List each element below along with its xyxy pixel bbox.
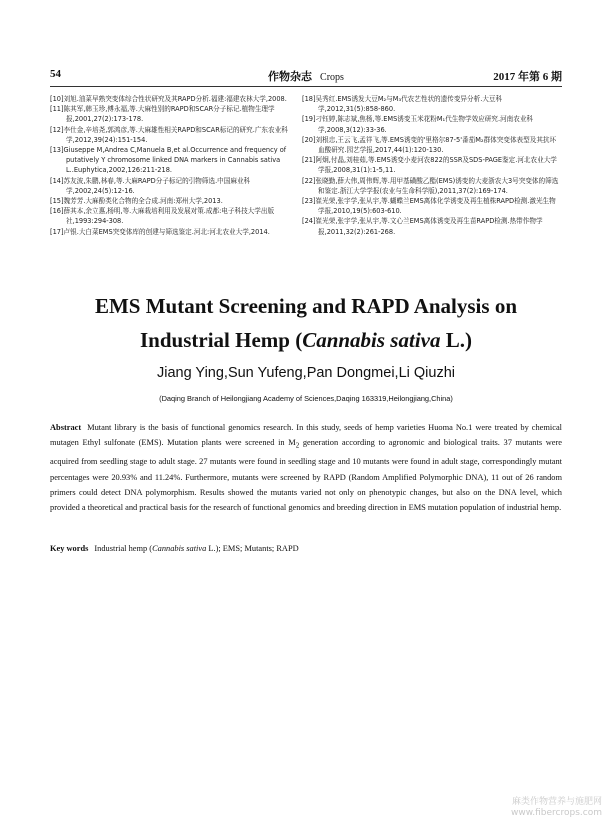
watermark-url: www.fibercrops.com bbox=[511, 808, 602, 818]
subscript: 2 bbox=[295, 441, 300, 450]
reference-item: [19]刁钰婷,陈志斌,焦杨,等.EMS诱变玉米花粉M₁代生物学效应研究.河南农业科学,2008,3(12):33-36. bbox=[302, 115, 534, 134]
keywords: Key words Industrial hemp (Cannabis sativa L.); EMS; Mutants; RAPD bbox=[50, 544, 299, 553]
reference-item: [16]薛其本,余立惠,杨明,等.大麻栽培利用及发展对策.成都:电子科技大学出版社,1993:294-308. bbox=[50, 207, 275, 226]
reference-item: [15]魏芳芳.大麻酚类化合物的全合成.河南:郑州大学,2013. bbox=[50, 197, 223, 206]
reference-item: [22]张晓勤,薛大伟,周伟辉,等.用甲基磺酸乙酯(EMS)诱变的大麦浙农大3号突变体的筛选和鉴定.浙江大学学报(农业与生命科学版),2011,37(2):169-174. bbox=[302, 176, 559, 195]
species-name: Cannabis sativa bbox=[302, 328, 441, 352]
reference-item: [20]刘根忠,王云飞,孟祥飞,等.EMS诱变的'里格尔87-5'番茄M₂群体突变体表型及其抗坏血酸研究.园艺学报,2017,44(1):120-130. bbox=[302, 135, 557, 155]
reference-item: [10]刘旭.油菜早熟突变体综合性状研究及其RAPD分析.福建:福建农林大学,2008. bbox=[50, 95, 287, 103]
references-left-column bbox=[50, 94, 298, 237]
watermark bbox=[511, 797, 602, 819]
journal-name-en: Crops bbox=[320, 72, 344, 83]
reference-item: [11]陈其军,韩玉珍,傅永福,等.大麻性别的RAPD和SCAR分子标记.植物生理学报,2001,27(2):173-178. bbox=[50, 105, 275, 124]
title-line-2: Industrial Hemp (Cannabis sativa L.) bbox=[140, 328, 472, 352]
reference-item: [12]李仕金,辛培尧,郭鸿彦,等.大麻雄性相关RAPD和SCAR标记的研究.广东农业科学,2012,39(24):151-154. bbox=[50, 125, 288, 144]
watermark-cn: 麻类作物营养与施肥网 bbox=[511, 797, 602, 807]
keywords-label: Key words bbox=[50, 544, 89, 553]
reference-item: [24]崔光荣,张宇学,张从宇,等.文心兰EMS离体诱变及再生苗RAPD检测.热带作物学报,2011,32(2):261-268. bbox=[302, 217, 543, 236]
reference-item: [18]吴秀红.EMS诱发大豆M₂与M₃代农艺性状的遗传变异分析.大豆科学,2012,31(5):858-860. bbox=[302, 95, 503, 114]
title-line-1: EMS Mutant Screening and RAPD Analysis on bbox=[94, 294, 517, 318]
page-number: 54 bbox=[50, 68, 61, 80]
species-name: Cannabis sativa bbox=[152, 544, 207, 553]
journal-name-cn: 作物杂志 bbox=[268, 71, 313, 83]
author-list: Jiang Ying,Sun Yufeng,Pan Dongmei,Li Qiuzhi bbox=[157, 365, 455, 381]
reference-item: [14]苏友波,朱鹏,林春,等.大麻RAPD分子标记的引物筛选.中国麻业科学,2002,24(5):12-16. bbox=[50, 176, 251, 195]
abstract: Abstract Mutant library is the basis of functional genomics research. In this study, seeds of hemp varieties Huoma No.1 were treated by chemical mutagen Ethyl sulfonate (EMS). Mutation plants were screened in $M_2$ generation according to agronomic and biological traits. 37 mutants were acquired from seedling stage to adult stage. 27 mutants were found in seedling stage and 10 mutants were found in adult stage, correspondingly mutant percentages were 20.93% and 11.24%. Furthermore, mutants were screened by RAPD (Random Amplified Polymorphic DNA), 11 out of 26 random primers could detect DNA polymorphism. Results showed the mutants varied not only on phenotypic changes, but also on the DNA level, which provided a theoretical and practical basis for the research of functional genomics and breeding direction in EMS mutation population of industrial hemp. bbox=[50, 423, 562, 513]
header-rule bbox=[50, 86, 562, 87]
running-header bbox=[50, 68, 562, 84]
abstract-label: Abstract bbox=[50, 423, 82, 432]
journal-name bbox=[50, 68, 562, 84]
reference-item: [23]崔光荣,张宇学,张从宇,等.蝴蝶兰EMS离体化学诱变及再生植株RAPD检测.激光生物学报,2010,19(5):603-610. bbox=[302, 197, 556, 216]
issue-label: 2017 年第 6 期 bbox=[493, 71, 562, 83]
article-title bbox=[40, 289, 572, 357]
reference-item: [17]卢银.大白菜EMS突变体库的创建与筛选鉴定.河北:河北农业大学,2014. bbox=[50, 227, 270, 236]
affiliation: (Daqing Branch of Heilongjiang Academy of Sciences,Daqing 163319,Heilongjiang,China) bbox=[159, 394, 453, 403]
references-right-column bbox=[302, 94, 562, 237]
reference-item: [13]Giuseppe M,Andrea C,Manuela B,et al.Occurrence and frequency of putatively Y chromosome linked DNA markers in Cannabis sativa L..Euphytica,2002,126:211-218. bbox=[50, 146, 287, 175]
reference-item: [21]阿炯,付晶,刘桂茹,等.EMS诱变小麦河农822的SSR及SDS-PAGE鉴定.河北农业大学学报,2008,31(1):1-5,11. bbox=[302, 156, 557, 175]
